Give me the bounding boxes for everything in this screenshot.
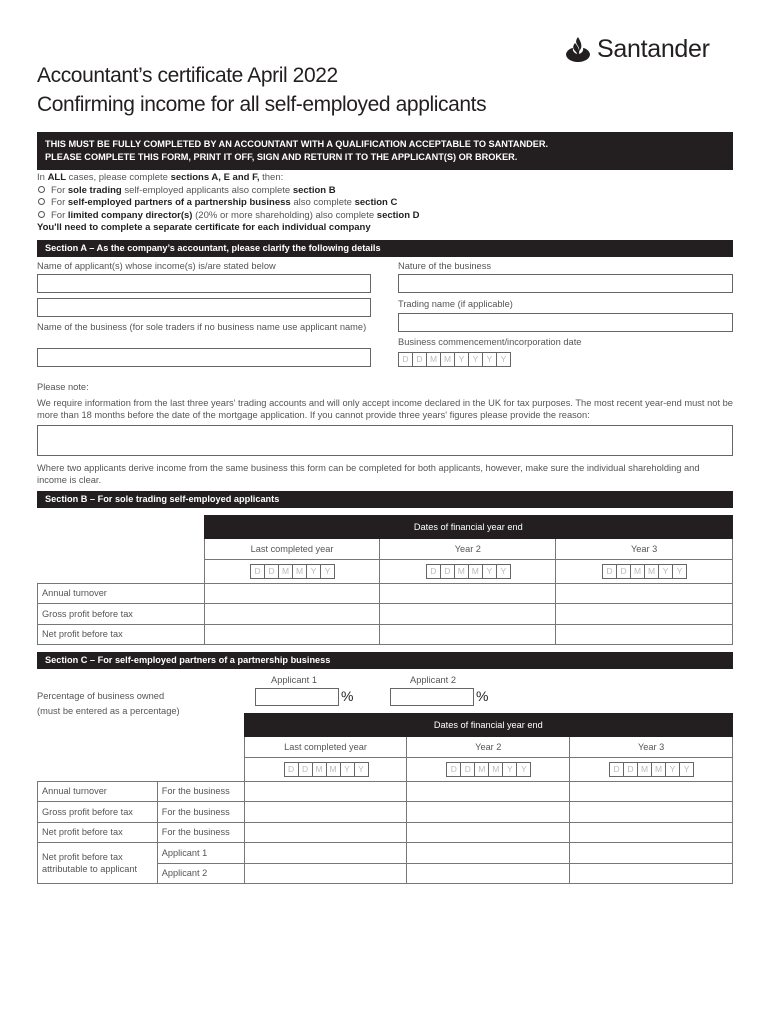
column-last-completed-year: Last completed year xyxy=(244,737,407,758)
annual-turnover-year2-input[interactable] xyxy=(380,583,556,604)
date-digit-month[interactable]: M xyxy=(426,352,441,367)
date-digit-day[interactable]: D xyxy=(412,352,427,367)
date-digit-year[interactable]: Y xyxy=(482,352,497,367)
trading-name-label: Trading name (if applicable) xyxy=(398,299,513,309)
page-title-line1: Accountant’s certificate April 2022 xyxy=(37,64,338,87)
commencement-date-input[interactable] xyxy=(398,352,510,367)
table-row xyxy=(38,583,733,604)
business-name-label: Name of the business (for sole traders if no business name use applicant name) xyxy=(37,322,367,332)
gross-profit-year2-input[interactable] xyxy=(380,604,556,625)
business-name-input[interactable] xyxy=(37,348,371,367)
row-label: Net profit before tax xyxy=(38,822,158,843)
applicant-name-1-input[interactable] xyxy=(37,274,371,293)
column-year-2: Year 2 xyxy=(380,539,556,560)
nature-of-business-input[interactable] xyxy=(398,274,733,293)
row-label: Net profit before tax xyxy=(38,624,205,645)
section-b-table xyxy=(37,515,733,645)
table-row xyxy=(38,802,733,823)
date-input-last-year[interactable]: D D M M Y Y xyxy=(249,762,403,777)
banner-line2: PLEASE COMPLETE THIS FORM, PRINT IT OFF, SIGN AND RETURN IT TO THE APPLICANT(S) OR BROKER. xyxy=(45,152,518,162)
date-input-year-3[interactable]: D D M M Y Y xyxy=(560,564,728,579)
dates-of-financial-year-end-header: Dates of financial year end xyxy=(244,714,732,737)
row-sublabel: Applicant 2 xyxy=(157,863,244,884)
date-digit-year[interactable]: Y xyxy=(454,352,469,367)
year-end-date-year2 xyxy=(380,559,556,583)
percent-symbol: % xyxy=(341,688,354,704)
dates-of-financial-year-end-header: Dates of financial year end xyxy=(204,516,732,539)
annual-turnover-year3-input[interactable] xyxy=(570,781,733,802)
applicant-names-label: Name of applicant(s) whose income(s) is/are stated below xyxy=(37,261,276,271)
net-profit-year2-input[interactable] xyxy=(407,822,570,843)
date-digit-year[interactable]: Y xyxy=(468,352,483,367)
column-year-3: Year 3 xyxy=(556,539,733,560)
row-label: Gross profit before tax xyxy=(38,604,205,625)
annual-turnover-year3-input[interactable] xyxy=(556,583,733,604)
gross-profit-last-input[interactable] xyxy=(204,604,380,625)
year-end-date-last xyxy=(204,559,380,583)
gross-profit-last-input[interactable] xyxy=(244,802,407,823)
please-note-heading: Please note: xyxy=(37,382,89,392)
bullet-icon xyxy=(38,211,45,218)
santander-logo xyxy=(563,34,710,64)
year-end-date-last xyxy=(244,757,407,781)
applicant-name-2-input[interactable] xyxy=(37,298,371,317)
section-c-header: Section C – For self-employed partners of a partnership business xyxy=(37,652,733,669)
year-end-date-year2 xyxy=(407,757,570,781)
flame-icon xyxy=(563,34,593,64)
row-label: Net profit before tax attributable to applicant xyxy=(38,843,158,884)
net-profit-year3-input[interactable] xyxy=(556,624,733,645)
row-sublabel: For the business xyxy=(157,781,244,802)
two-applicants-note: Where two applicants derive income from the same business this form can be completed for both applicants, however, make sure the individual shareholding and income is clear. xyxy=(37,463,700,485)
row-sublabel: Applicant 1 xyxy=(157,843,244,864)
percent-symbol: % xyxy=(476,688,489,704)
attributable-applicant2-year2-input[interactable] xyxy=(407,863,570,884)
annual-turnover-year2-input[interactable] xyxy=(407,781,570,802)
percentage-owned-label: Percentage of business owned xyxy=(37,691,165,701)
instructions-banner xyxy=(37,132,733,170)
bullet-icon xyxy=(38,186,45,193)
annual-turnover-last-input[interactable] xyxy=(204,583,380,604)
date-input-year-3[interactable]: D D M M Y Y xyxy=(574,762,728,777)
annual-turnover-last-input[interactable] xyxy=(244,781,407,802)
intro-bullet-sole-trader: For sole trading self-employed applicants also complete section B xyxy=(37,185,420,198)
gross-profit-year3-input[interactable] xyxy=(556,604,733,625)
intro-bullet-partnership: For self-employed partners of a partnership business also complete section C xyxy=(37,197,420,210)
net-profit-year3-input[interactable] xyxy=(570,822,733,843)
date-digit-year[interactable]: Y xyxy=(496,352,511,367)
intro-footer: You'll need to complete a separate certificate for each individual company xyxy=(37,222,371,233)
bullet-icon xyxy=(38,198,45,205)
section-c-table xyxy=(37,713,733,884)
table-row xyxy=(38,822,733,843)
net-profit-last-input[interactable] xyxy=(204,624,380,645)
attributable-applicant1-year3-input[interactable] xyxy=(570,843,733,864)
intro-bullet-limited-company: For limited company director(s) (20% or more shareholding) also complete section D xyxy=(37,210,420,223)
nature-of-business-label: Nature of the business xyxy=(398,261,492,271)
row-label: Annual turnover xyxy=(38,583,205,604)
row-label: Gross profit before tax xyxy=(38,802,158,823)
row-sublabel: For the business xyxy=(157,802,244,823)
table-row xyxy=(38,781,733,802)
missing-years-reason-input[interactable] xyxy=(37,425,733,456)
date-digit-day[interactable]: D xyxy=(398,352,413,367)
intro-instructions xyxy=(37,172,420,235)
attributable-applicant2-last-input[interactable] xyxy=(244,863,407,884)
date-input-last-year[interactable]: D D M M Y Y xyxy=(209,564,376,579)
gross-profit-year2-input[interactable] xyxy=(407,802,570,823)
row-sublabel: For the business xyxy=(157,822,244,843)
year-end-date-year3 xyxy=(570,757,733,781)
intro-line: In ALL cases, please complete sections A, E and F, then: xyxy=(37,172,284,183)
applicant-2-percentage-input[interactable] xyxy=(390,688,474,706)
table-row xyxy=(38,624,733,645)
column-last-completed-year: Last completed year xyxy=(204,539,380,560)
table-row xyxy=(38,843,733,864)
column-year-2: Year 2 xyxy=(407,737,570,758)
net-profit-year2-input[interactable] xyxy=(380,624,556,645)
year-end-date-year3 xyxy=(556,559,733,583)
please-note-body: We require information from the last three years' trading accounts and will only accept income declared in the UK for tax purposes. The most recent year-end must not be more than 18 months before the date of the mortgage application. If you cannot provide three years' figures please provide the reason: xyxy=(37,398,733,420)
trading-name-input[interactable] xyxy=(398,313,733,332)
applicant-2-label: Applicant 2 xyxy=(410,675,456,685)
attributable-applicant2-year3-input[interactable] xyxy=(570,863,733,884)
table-row xyxy=(38,604,733,625)
section-a-header: Section A – As the company’s accountant, please clarify the following details xyxy=(37,240,733,257)
date-input-year-2[interactable]: D D M M Y Y xyxy=(411,762,565,777)
net-profit-last-input[interactable] xyxy=(244,822,407,843)
attributable-applicant1-last-input[interactable] xyxy=(244,843,407,864)
brand-name: Santander xyxy=(597,34,710,63)
column-year-3: Year 3 xyxy=(570,737,733,758)
gross-profit-year3-input[interactable] xyxy=(570,802,733,823)
applicant-1-percentage-input[interactable] xyxy=(255,688,339,706)
attributable-applicant1-year2-input[interactable] xyxy=(407,843,570,864)
row-label: Annual turnover xyxy=(38,781,158,802)
date-input-year-2[interactable]: D D M M Y Y xyxy=(384,564,551,579)
commencement-date-label: Business commencement/incorporation date xyxy=(398,337,582,347)
applicant-1-label: Applicant 1 xyxy=(271,675,317,685)
page-title-line2: Confirming income for all self-employed applicants xyxy=(37,93,487,116)
date-digit-month[interactable]: M xyxy=(440,352,455,367)
percentage-owned-hint: (must be entered as a percentage) xyxy=(37,706,180,716)
section-b-header: Section B – For sole trading self-employed applicants xyxy=(37,491,733,508)
banner-line1: THIS MUST BE FULLY COMPLETED BY AN ACCOUNTANT WITH A QUALIFICATION ACCEPTABLE TO SANTANDER. xyxy=(45,139,549,149)
